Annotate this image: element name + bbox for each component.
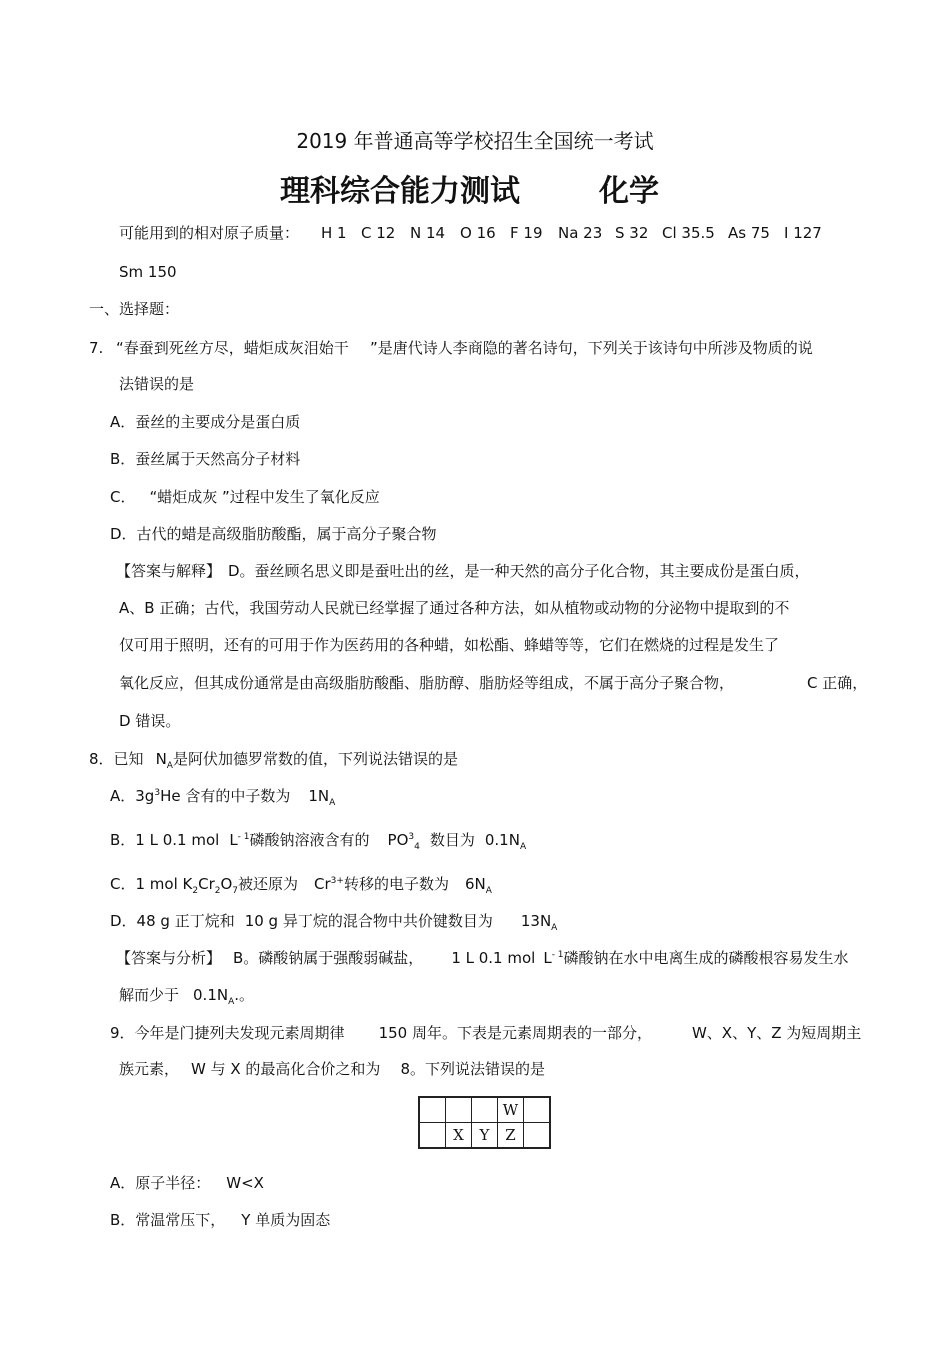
q8-a-sup: 3	[154, 788, 161, 798]
q7-answer-text: 仅可用于照明，还有的可用于作为医药用的各种蜡，如松酯、蜂蜡等等，它们在燃烧的过程是发生了	[119, 636, 780, 654]
q9-option-a	[110, 1173, 264, 1193]
q7-option-a: A．蚕丝的主要成分是蛋白质	[110, 413, 301, 431]
table-cell: W	[498, 1097, 524, 1123]
table-cell	[419, 1097, 446, 1123]
q8-d-sub: A	[551, 923, 558, 933]
q8-b-5: 数目为	[429, 831, 475, 849]
q8-c-sup: 3+	[330, 876, 344, 886]
table-row	[419, 1123, 550, 1149]
exam-title: 2019 年普通高等学校招生全国统一考试	[296, 129, 654, 153]
atomic-mass-item: I 127	[784, 224, 822, 242]
q8-b-6: 0.1N	[484, 831, 520, 849]
q7-answer-text: D。蚕丝顾名思义即是蚕吐出的丝，是一种天然的高分子化合物，其主要成份是蛋白质，	[228, 562, 810, 580]
q9-b-2: Y 单质为固态	[241, 1211, 331, 1229]
q8-answer-text: 磷酸钠在水中电离生成的磷酸根容易发生水	[563, 949, 849, 967]
q9-b-1: B．常温常压下，	[110, 1211, 226, 1229]
q8-answer-sub: A	[228, 997, 235, 1007]
table-row	[419, 1097, 550, 1123]
q8-a-sub: A	[329, 798, 336, 808]
atomic-mass-item: Cl 35.5	[662, 224, 715, 242]
q8-c-6: 转移的电子数为	[343, 875, 449, 893]
q7-option-d: D．古代的蜡是高级脂肪酸酯，属于高分子聚合物	[110, 525, 437, 543]
q9-stem-f: 8。下列说法错误的是	[400, 1060, 545, 1078]
atomic-mass-item: F 19	[510, 224, 543, 242]
q7-stem: 法错误的是	[119, 375, 195, 393]
q8-c-5: Cr	[314, 875, 331, 893]
q8-b-4: PO	[387, 831, 409, 849]
q8-b-sub: A	[519, 842, 527, 852]
q9-stem-b: 150 周年。下表是元素周期表的一部分，	[378, 1024, 652, 1042]
table-cell: Y	[472, 1123, 498, 1149]
q8-c-s3: 7	[232, 886, 239, 896]
q7-option-b: B．蚕丝属于天然高分子材料	[110, 450, 301, 468]
q8-c-7: 6N	[464, 875, 486, 893]
q8-d-3: 13N	[520, 912, 552, 930]
subject-title: 理科综合能力测试	[280, 174, 520, 209]
q8-na: N	[155, 750, 167, 768]
q8-answer-text: 0.1N	[193, 986, 229, 1004]
q9-a-1: A．原子半径：	[110, 1174, 211, 1192]
q8-d-1: D．48 g 正丁烷和	[110, 912, 235, 930]
q8-b-1: B．1 L 0.1 mol	[110, 831, 220, 849]
atomic-mass-item: As 75	[728, 224, 770, 242]
q8-answer-text: 1 L 0.1 mol	[451, 949, 536, 967]
q7-answer-label: 【答案与解释】	[116, 562, 222, 580]
table-cell	[524, 1097, 551, 1123]
q9-a-2: W<X	[226, 1174, 264, 1192]
q9-stem-c: W、X、Y、Z 为短周期主	[691, 1024, 862, 1042]
q8-c-s1: 2	[192, 886, 199, 896]
q8-answer-sup: - 1	[551, 950, 564, 960]
periodic-table-fragment	[418, 1096, 551, 1149]
q8-c-3: O	[220, 875, 233, 893]
atomic-mass-item: S 32	[615, 224, 649, 242]
atomic-mass-item: C 12	[361, 224, 396, 242]
q8-stem	[89, 749, 458, 769]
q7-stem: ”是唐代诗人李商隐的著名诗句，下列关于该诗句中所涉及物质的说	[370, 339, 813, 357]
q8-stem-b: 是阿伏加德罗常数的值，下列说法错误的是	[172, 750, 458, 768]
q8-na-sub: A	[166, 761, 173, 771]
q9-stem-e: W 与 X 的最高化合价之和为	[191, 1060, 381, 1078]
q7-option-c-prefix: C．	[110, 488, 136, 506]
q7-stem: “春蚕到死丝方尽，蜡炬成灰泪始干	[116, 339, 349, 357]
q8-answer-text: L	[543, 949, 552, 967]
q9-stem-cont	[119, 1059, 545, 1079]
atomic-mass-item: N 14	[410, 224, 446, 242]
q8-c-1: C．1 mol K	[110, 875, 193, 893]
q7-answer-text: A、B 正确；古代，我国劳动人民就已经掌握了通过各种方法，如从植物或动物的分泌物中提取到的不	[119, 599, 790, 617]
table-cell	[446, 1097, 472, 1123]
q8-b-sub2: 4	[414, 842, 420, 852]
q8-answer	[116, 948, 849, 968]
section-heading: 一、选择题：	[89, 300, 180, 318]
q9-stem-a: 今年是门捷列夫发现元素周期律	[134, 1024, 345, 1042]
q8-b-2: L	[229, 831, 238, 849]
q8-b-3: 磷酸钠溶液含有的	[249, 831, 370, 849]
q8-c-2: Cr	[198, 875, 215, 893]
q9-stem-d: 族元素，	[119, 1060, 180, 1078]
q8-d-2: 10 g 异丁烷的混合物中共价键数目为	[244, 912, 493, 930]
atomic-mass-item: H 1	[321, 224, 347, 242]
subject-name: 化学	[599, 174, 659, 209]
q8-c-s2: 2	[214, 886, 221, 896]
q8-b-sup: - 1	[237, 832, 250, 842]
q8-option-a	[110, 786, 335, 806]
q8-answer-text: .。	[234, 986, 255, 1004]
q8-answer-text: 解而少于	[119, 986, 180, 1004]
table-cell: Z	[498, 1123, 524, 1149]
q8-b-sup2: 3	[408, 832, 415, 842]
atomic-mass-item: O 16	[460, 224, 496, 242]
q9-number: 9．	[110, 1024, 135, 1042]
q7-option-c	[110, 487, 380, 507]
q8-c-sub: A	[485, 886, 492, 896]
q9-option-b	[110, 1210, 330, 1230]
atomic-mass-item: Na 23	[558, 224, 603, 242]
q8-c-4: 被还原为	[238, 875, 299, 893]
q8-a-3: 1N	[308, 787, 330, 805]
q7-answer-text: D 错误。	[119, 712, 181, 730]
q8-number: 8．	[89, 750, 114, 768]
q7-number: 7.	[89, 339, 104, 357]
q8-answer-text: B。磷酸钠属于强酸弱碱盐，	[233, 949, 424, 967]
q8-a-2: He 含有的中子数为	[160, 787, 291, 805]
table-cell: X	[446, 1123, 472, 1149]
q8-option-d	[110, 911, 557, 931]
q8-a-1: A．3g	[110, 787, 155, 805]
atomic-mass-label: 可能用到的相对原子质量：	[119, 224, 300, 242]
q7-option-c-text: “蜡炬成灰 ”过程中发生了氧化反应	[149, 488, 380, 506]
q9-stem	[110, 1023, 861, 1043]
table-cell	[419, 1123, 446, 1149]
table-cell	[472, 1097, 498, 1123]
q7-answer-text: C 正确，	[807, 674, 868, 692]
q8-answer-cont	[119, 985, 254, 1005]
q7-answer-text: 氧化反应，但其成份通常是由高级脂肪酸酯、脂肪醇、脂肪烃等组成，不属于高分子聚合物，	[119, 674, 735, 692]
q8-option-c	[110, 874, 492, 894]
atomic-mass-extra: Sm 150	[119, 263, 177, 281]
q8-option-b	[110, 830, 526, 850]
q8-stem-a: 已知	[113, 750, 144, 768]
q8-answer-label: 【答案与分析】	[116, 949, 222, 967]
table-cell	[524, 1123, 551, 1149]
